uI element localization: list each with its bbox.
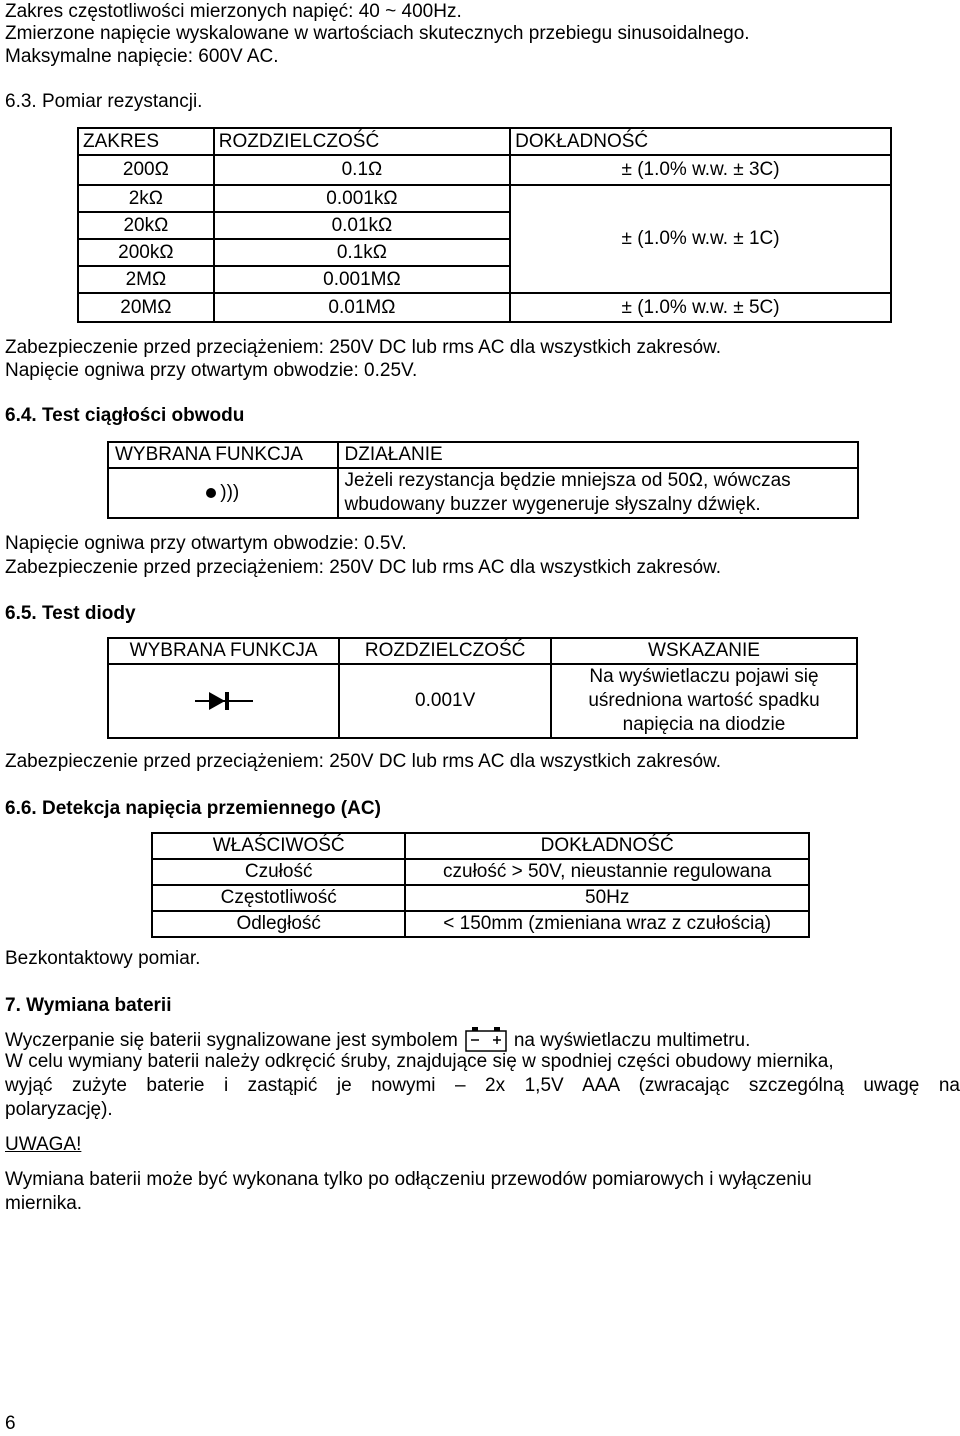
range-cell: 2kΩ bbox=[78, 185, 214, 212]
accuracy-cell: ± (1.0% w.w. ± 1C) bbox=[510, 185, 891, 293]
table-row bbox=[78, 155, 891, 185]
warning-text-line1: Wymiana baterii może być wykonana tylko po odłączeniu przewodów pomiarowych i wyłączeniu bbox=[5, 1169, 812, 1190]
range-cell: 200kΩ bbox=[78, 239, 214, 266]
property-cell: Odległość bbox=[152, 911, 405, 937]
diode-resolution: 0.001V bbox=[339, 664, 551, 738]
resolution-cell: 0.01MΩ bbox=[214, 293, 510, 322]
accuracy-cell: ± (1.0% w.w. ± 5C) bbox=[510, 293, 891, 322]
header-action: DZIAŁANIE bbox=[338, 442, 858, 468]
resistance-table bbox=[77, 127, 892, 323]
header-property: WŁAŚCIWOŚĆ bbox=[152, 833, 405, 859]
header-function: WYBRANA FUNKCJA bbox=[108, 638, 339, 664]
diode-indication: Na wyświetlaczu pojawi się uśredniona wartość spadku napięcia na diodzie bbox=[551, 664, 857, 738]
continuity-description: Jeżeli rezystancja będzie mniejsza od 50Ω, wówczas wbudowany buzzer wygeneruje słyszalny dźwięk. bbox=[338, 468, 858, 518]
resolution-cell: 0.01kΩ bbox=[214, 212, 510, 239]
accuracy-cell: 50Hz bbox=[405, 885, 809, 911]
section-title-6-3: 6.3. Pomiar rezystancji. bbox=[5, 91, 203, 112]
resolution-cell: 0.001MΩ bbox=[214, 266, 510, 293]
table-row bbox=[152, 859, 809, 885]
buzzer-icon: ))) bbox=[206, 481, 239, 505]
text-line-freq: Zakres częstotliwości mierzonych napięć: 40 ~ 400Hz. bbox=[5, 1, 462, 22]
battery-replace-line1: W celu wymiany baterii należy odkręcić śruby, znajdujące się w spodniej części obudowy miernika, bbox=[5, 1051, 834, 1072]
range-cell: 200Ω bbox=[78, 155, 214, 185]
table-row bbox=[78, 293, 891, 322]
overload-note-6-5: Zabezpieczenie przed przeciążeniem: 250V DC lub rms AC dla wszystkich zakresów. bbox=[5, 751, 721, 772]
contactless-note: Bezkontaktowy pomiar. bbox=[5, 948, 201, 969]
header-dokladnosc: DOKŁADNOŚĆ bbox=[510, 128, 891, 155]
accuracy-cell: < 150mm (zmieniana wraz z czułością) bbox=[405, 911, 809, 937]
diode-icon bbox=[195, 690, 253, 712]
table-row bbox=[152, 911, 809, 937]
battery-replace-line3: polaryzację). bbox=[5, 1099, 113, 1120]
open-circuit-note-6-3: Napięcie ogniwa przy otwartym obwodzie: 0.25V. bbox=[5, 360, 418, 381]
header-accuracy: DOKŁADNOŚĆ bbox=[405, 833, 809, 859]
header-resolution: ROZDZIELCZOŚĆ bbox=[339, 638, 551, 664]
accuracy-cell: czułość > 50V, nieustannie regulowana bbox=[405, 859, 809, 885]
warning-label: UWAGA! bbox=[5, 1134, 82, 1155]
property-cell: Częstotliwość bbox=[152, 885, 405, 911]
header-rozdzielczosc: ROZDZIELCZOŚĆ bbox=[214, 128, 510, 155]
table-row bbox=[152, 885, 809, 911]
text-line-maxv: Maksymalne napięcie: 600V AC. bbox=[5, 46, 279, 67]
section-title-6-4: 6.4. Test ciągłości obwodu bbox=[5, 405, 245, 426]
diode-table bbox=[107, 637, 858, 739]
resolution-cell: 0.1Ω bbox=[214, 155, 510, 185]
section-title-6-5: 6.5. Test diody bbox=[5, 603, 136, 624]
text-line-rms: Zmierzone napięcie wyskalowane w wartościach skutecznych przebiegu sinusoidalnego. bbox=[5, 23, 750, 44]
header-zakres: ZAKRES bbox=[78, 128, 214, 155]
battery-icon bbox=[464, 1025, 508, 1053]
continuity-symbol-cell bbox=[108, 468, 338, 518]
battery-symbol-line: Wyczerpanie się baterii sygnalizowane jest symbolem na wyświetlaczu multimetru. bbox=[5, 1025, 750, 1053]
resolution-cell: 0.1kΩ bbox=[214, 239, 510, 266]
ac-detection-table bbox=[151, 832, 810, 938]
header-indication: WSKAZANIE bbox=[551, 638, 857, 664]
page-number: 6 bbox=[5, 1413, 16, 1434]
header-function: WYBRANA FUNKCJA bbox=[108, 442, 338, 468]
warning-text-line2: miernika. bbox=[5, 1193, 83, 1214]
continuity-table bbox=[107, 441, 859, 519]
resolution-cell: 0.001kΩ bbox=[214, 185, 510, 212]
property-cell: Czułość bbox=[152, 859, 405, 885]
diode-symbol-cell bbox=[108, 664, 339, 738]
overload-note-6-3: Zabezpieczenie przed przeciążeniem: 250V DC lub rms AC dla wszystkich zakresów. bbox=[5, 337, 721, 358]
section-title-6-6: 6.6. Detekcja napięcia przemiennego (AC) bbox=[5, 798, 381, 819]
accuracy-cell: ± (1.0% w.w. ± 3C) bbox=[510, 155, 891, 185]
overload-note-6-4: Zabezpieczenie przed przeciążeniem: 250V DC lub rms AC dla wszystkich zakresów. bbox=[5, 557, 721, 578]
range-cell: 20kΩ bbox=[78, 212, 214, 239]
open-circuit-note-6-4: Napięcie ogniwa przy otwartym obwodzie: 0.5V. bbox=[5, 533, 407, 554]
range-cell: 20MΩ bbox=[78, 293, 214, 322]
table-row bbox=[78, 185, 891, 212]
battery-replace-line2: wyjąć zużyte baterie i zastąpić je nowymi – 2x 1,5V AAA (zwracając szczególną uwagę na bbox=[5, 1075, 960, 1096]
section-title-7: 7. Wymiana baterii bbox=[5, 995, 172, 1016]
range-cell: 2MΩ bbox=[78, 266, 214, 293]
